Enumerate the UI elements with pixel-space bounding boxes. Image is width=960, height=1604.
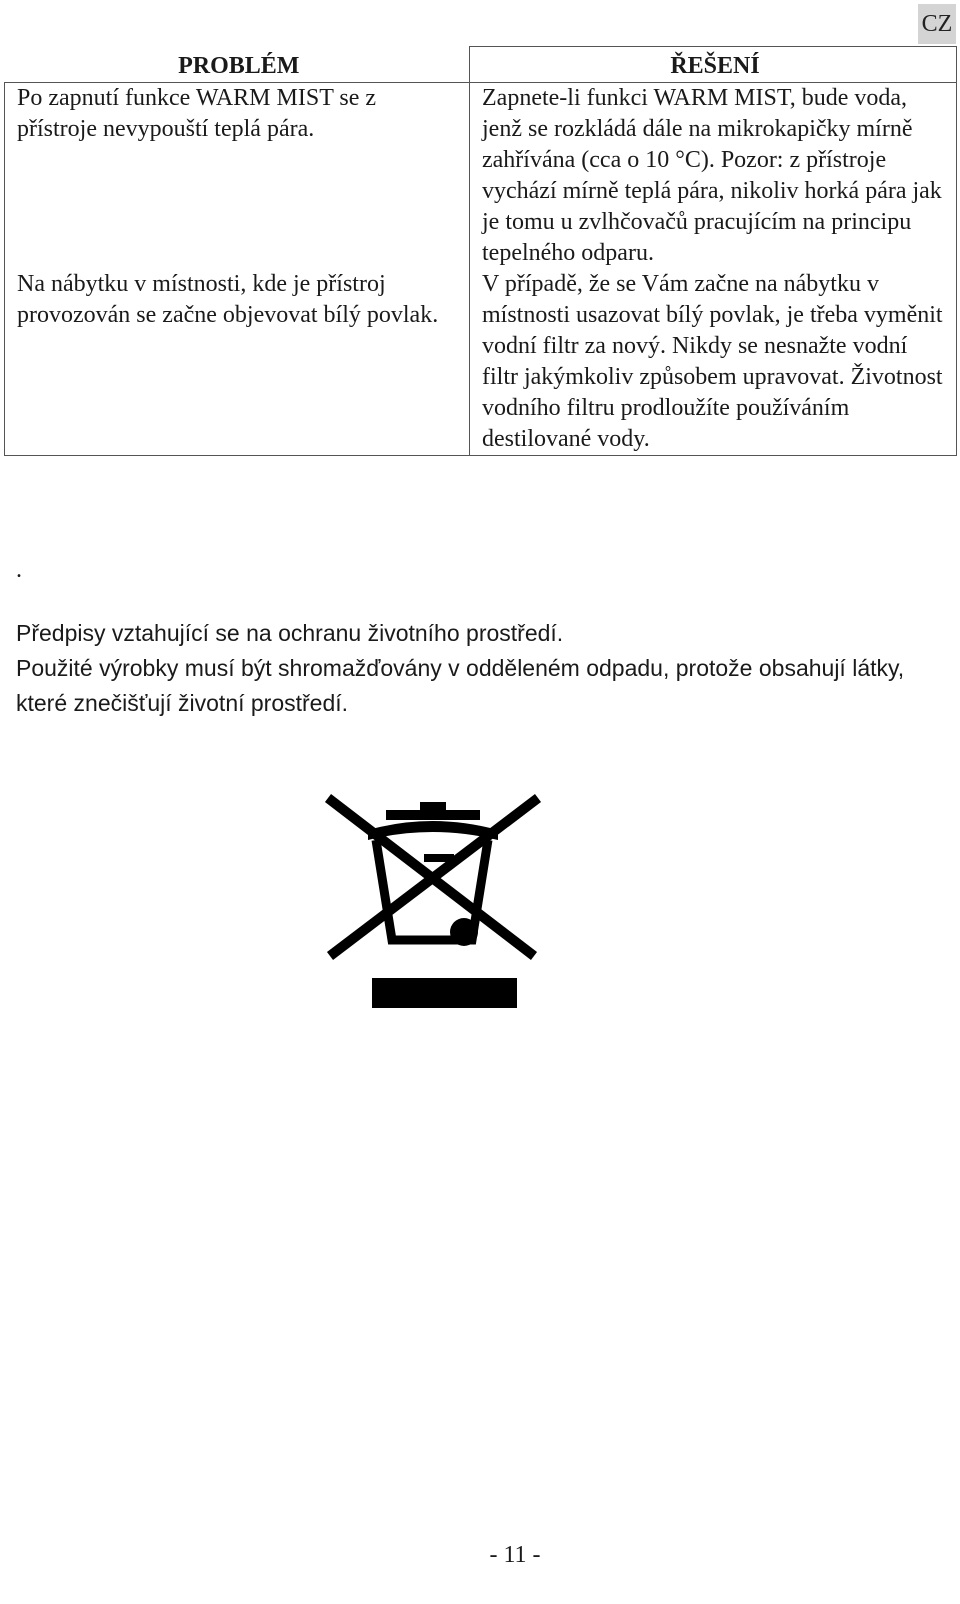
problem-cell: Na nábytku v místnosti, kde je přístroj provozován se začne objevovat bílý povlak. <box>5 269 470 456</box>
table-header-row <box>5 47 957 83</box>
solution-column-header: ŘEŠENÍ <box>470 47 957 83</box>
page-number: - 11 - <box>489 1542 541 1568</box>
environment-notice <box>16 616 936 721</box>
table-row <box>5 269 957 456</box>
solution-cell: Zapnete-li funkci WARM MIST, bude voda, jenž se rozkládá dále na mikrokapičky mírně zahřívána (cca o 10 °C). Pozor: z přístroje vychází mírně teplá pára, nikoliv horká pára jak je tomu u zvlhčovačů pracujícím na principu tepelného odparu. <box>470 83 957 270</box>
solution-cell: V případě, že se Vám začne na nábytku v místnosti usazovat bílý povlak, je třeba vyměnit vodní filtr za nový. Nikdy se nesnažte vodní filtr jakýmkoliv způsobem upravovat. Životnost vodního filtru prodloužíte používáním destilované vody. <box>470 269 957 456</box>
crossed-out-wheelie-bin-icon <box>320 790 545 1030</box>
separator-dot: . <box>16 557 22 583</box>
troubleshooting-table <box>4 46 957 456</box>
environment-heading: Předpisy vztahující se na ochranu životního prostředí. <box>16 620 564 646</box>
problem-cell: Po zapnutí funkce WARM MIST se z přístroje nevypouští teplá pára. <box>5 83 470 270</box>
problem-column-header: PROBLÉM <box>5 47 470 83</box>
environment-body: Použité výrobky musí být shromažďovány v odděleném odpadu, protože obsahují látky, které znečišťují životní prostředí. <box>16 655 905 716</box>
table-row <box>5 83 957 270</box>
language-badge: CZ <box>918 4 956 44</box>
